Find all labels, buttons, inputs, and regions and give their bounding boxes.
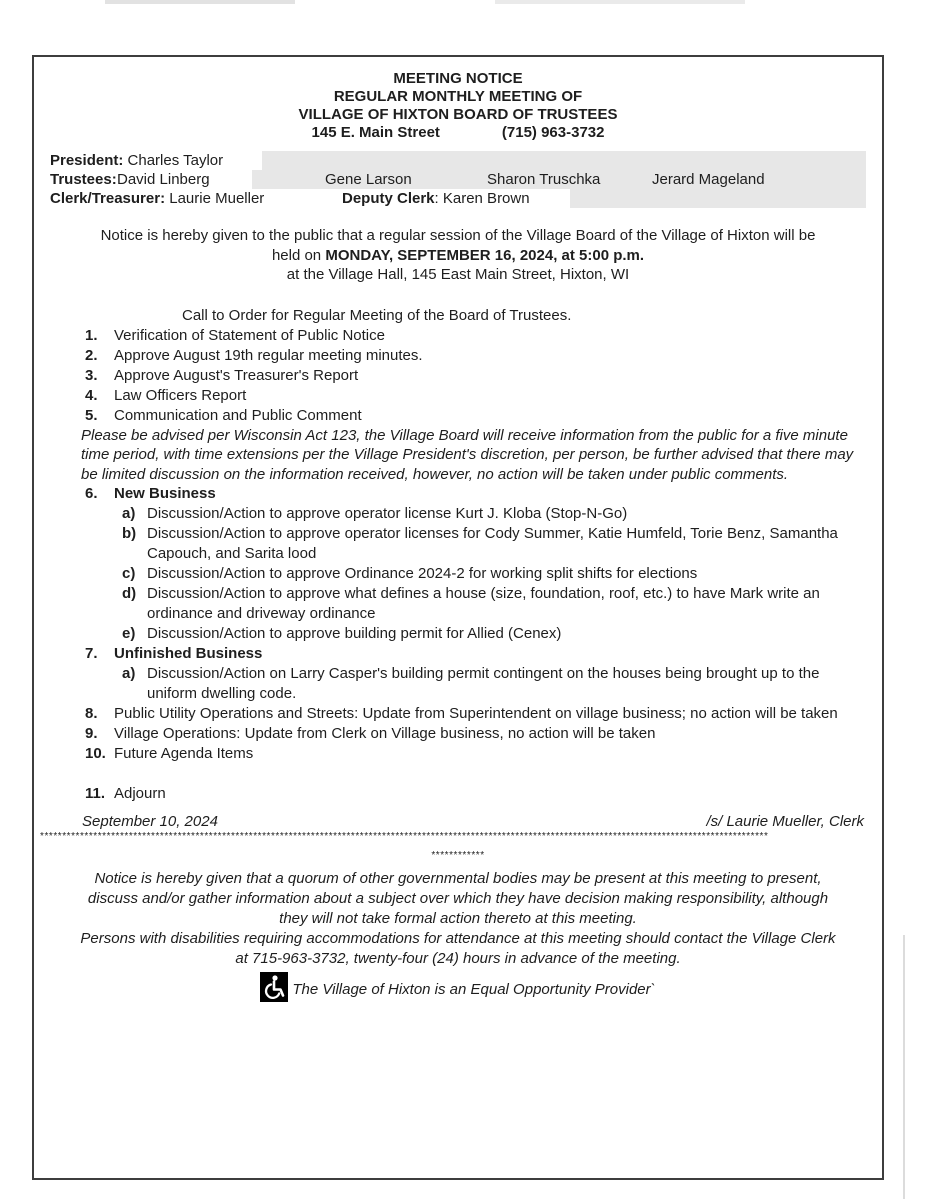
agenda-section xyxy=(50,306,866,805)
clerk-signature: /s/ Laurie Mueller, Clerk xyxy=(706,813,864,830)
title-regular-monthly: REGULAR MONTHLY MEETING OF xyxy=(333,88,583,105)
clerk-label: Clerk/Treasurer: xyxy=(50,190,166,207)
agenda-subitem-6a xyxy=(50,504,866,524)
agenda-item-number: 6. xyxy=(85,485,98,502)
scan-artifact-right-edge xyxy=(903,935,905,1199)
agenda-subitem-text: Discussion/Action on Larry Casper's building permit contingent on the houses being brought up to the uniform dwelling code. xyxy=(147,665,820,702)
agenda-item-8 xyxy=(50,704,866,724)
equal-opportunity-text: The Village of Hixton is an Equal Opportunity Provider` xyxy=(292,981,656,998)
document-date: September 10, 2024 xyxy=(82,813,218,830)
address-text: 145 E. Main Street xyxy=(311,124,440,141)
trustees-label: Trustees: xyxy=(50,171,117,188)
agenda-item-number: 3. xyxy=(85,366,98,384)
agenda-subitem-7a xyxy=(50,664,866,704)
agenda-item-11 xyxy=(50,784,866,804)
agenda-subitem-letter: e) xyxy=(122,625,136,642)
agenda-item-7 xyxy=(50,644,866,664)
deputy-clerk-name: : Karen Brown xyxy=(434,190,530,207)
trustee-name: David Linberg xyxy=(117,171,210,188)
document-border-frame xyxy=(32,55,884,1180)
ada-accommodation-paragraph: Persons with disabilities requiring accommodations for attendance at this meeting should contact the Village Clerk at 715-963-3732, twenty-four (24) hours in advance of the meeting. xyxy=(80,930,836,967)
trustees-row xyxy=(50,170,866,189)
agenda-subitem-letter: a) xyxy=(122,505,136,522)
agenda-item-5 xyxy=(50,406,866,426)
agenda-item-number: 1. xyxy=(85,326,98,344)
officials-block xyxy=(50,151,866,208)
clerk-row xyxy=(50,189,866,208)
notice-line-location: at the Village Hall, 145 East Main Street, Hixton, WI xyxy=(286,266,630,283)
agenda-item-2 xyxy=(50,346,866,366)
trustee-name: Sharon Truschka xyxy=(487,171,601,188)
agenda-item-text: Approve August 19th regular meeting minutes. xyxy=(114,346,423,364)
title-meeting-notice: MEETING NOTICE xyxy=(393,70,523,87)
agenda-item-number: 11. xyxy=(85,785,106,802)
agenda-item-1 xyxy=(50,326,866,346)
notice-line-datetime xyxy=(50,246,866,266)
asterisk-divider-short: ************ xyxy=(431,850,485,861)
trustee-name: Gene Larson xyxy=(325,171,412,188)
agenda-subitem-6b xyxy=(50,524,866,564)
president-label: President: xyxy=(50,152,124,169)
president-row xyxy=(50,151,866,170)
document-title-block xyxy=(50,70,866,142)
agenda-item-text: Communication and Public Comment xyxy=(114,406,362,424)
agenda-subitem-text: Discussion/Action to approve operator licenses for Cody Summer, Katie Humfeld, Torie Benz, Samantha Capouch, and Sarita lood xyxy=(147,525,838,562)
phone-number: (715) 963-3732 xyxy=(501,124,605,141)
asterisk-divider-long: ******************************************************************************************************************************************************************** xyxy=(40,831,769,842)
agenda-subitem-6e xyxy=(50,624,866,644)
agenda-item-6 xyxy=(50,484,866,504)
agenda-item-text: Approve August's Treasurer's Report xyxy=(114,366,359,384)
quorum-notice-paragraph: Notice is hereby given that a quorum of other governmental bodies may be present at this meeting to present, discuss and/or gather information about a subject over which they have decision making responsibility, although they will not take formal action thereto at this meeting. xyxy=(87,870,829,927)
meeting-notice-paragraph xyxy=(50,226,866,285)
agenda-subitem-letter: d) xyxy=(122,585,137,602)
agenda-item-text: Village Operations: Update from Clerk on Village business, no action will be taken xyxy=(114,725,656,742)
title-village-board: VILLAGE OF HIXTON BOARD OF TRUSTEES xyxy=(298,106,618,123)
agenda-item-text: Law Officers Report xyxy=(114,386,247,404)
agenda-item-text: Public Utility Operations and Streets: Update from Superintendent on village business; no action will be taken xyxy=(114,705,838,722)
agenda-item-number: 8. xyxy=(85,705,98,722)
date-signature-row xyxy=(50,813,866,830)
agenda-item-number: 7. xyxy=(85,645,98,662)
trustee-name: Jerard Mageland xyxy=(652,171,765,188)
agenda-subitem-letter: a) xyxy=(122,665,136,682)
agenda-subitem-letter: b) xyxy=(122,525,137,542)
agenda-item-text: Verification of Statement of Public Notice xyxy=(114,326,385,344)
call-to-order-line: Call to Order for Regular Meeting of the Board of Trustees. xyxy=(182,306,572,324)
agenda-subitem-6c xyxy=(50,564,866,584)
agenda-subitem-text: Discussion/Action to approve building permit for Allied (Cenex) xyxy=(147,625,562,642)
agenda-subitem-text: Discussion/Action to approve Ordinance 2024-2 for working split shifts for elections xyxy=(147,565,698,582)
deputy-clerk-segment xyxy=(342,189,530,208)
notice-held-on: held on xyxy=(271,246,326,264)
agenda-item-3 xyxy=(50,366,866,386)
agenda-item-number: 10. xyxy=(85,745,106,762)
notice-line: Notice is hereby given to the public that a regular session of the Village Board of the Village of Hixton will be xyxy=(100,227,816,244)
equal-opportunity-row xyxy=(50,972,866,1002)
scan-artifact-top xyxy=(495,0,745,4)
clerk-name: Laurie Mueller xyxy=(169,190,265,207)
agenda-items-list xyxy=(50,326,866,805)
title-address-row xyxy=(50,124,866,142)
agenda-subitem-letter: c) xyxy=(122,565,136,582)
agenda-item-4 xyxy=(50,386,866,406)
agenda-item-text: Future Agenda Items xyxy=(114,745,254,762)
agenda-item-9 xyxy=(50,724,866,744)
agenda-subitem-text: Discussion/Action to approve what defines a house (size, foundation, roof, etc.) to have Mark write an ordinance and driveway ordinance xyxy=(147,585,820,622)
agenda-item-number: 5. xyxy=(85,406,98,424)
president-name: Charles Taylor xyxy=(127,152,224,169)
agenda-item-10 xyxy=(50,744,866,764)
agenda-subitem-text: Discussion/Action to approve operator license Kurt J. Kloba (Stop-N-Go) xyxy=(147,505,628,522)
agenda-item-text: Adjourn xyxy=(114,785,166,802)
agenda-subitem-6d xyxy=(50,584,866,624)
agenda-item-number: 4. xyxy=(85,386,98,404)
agenda-item-number: 2. xyxy=(85,346,98,364)
agenda-item-number: 9. xyxy=(85,725,98,742)
wheelchair-accessibility-icon xyxy=(260,972,288,1002)
agenda-public-comment-note: Please be advised per Wisconsin Act 123, the Village Board will receive information from the public for a five minute time period, with time extensions per the Village President's discretion, per person, be further advised that there may be limited discussion on the information received, however, no action will be taken under public comments. xyxy=(81,426,854,483)
meeting-datetime: MONDAY, SEPTEMBER 16, 2024, at 5:00 p.m. xyxy=(325,246,645,264)
scan-artifact-top xyxy=(105,0,295,4)
agenda-item-text: New Business xyxy=(114,485,216,502)
deputy-clerk-label: Deputy Clerk xyxy=(342,190,435,207)
agenda-item-text: Unfinished Business xyxy=(114,645,263,662)
